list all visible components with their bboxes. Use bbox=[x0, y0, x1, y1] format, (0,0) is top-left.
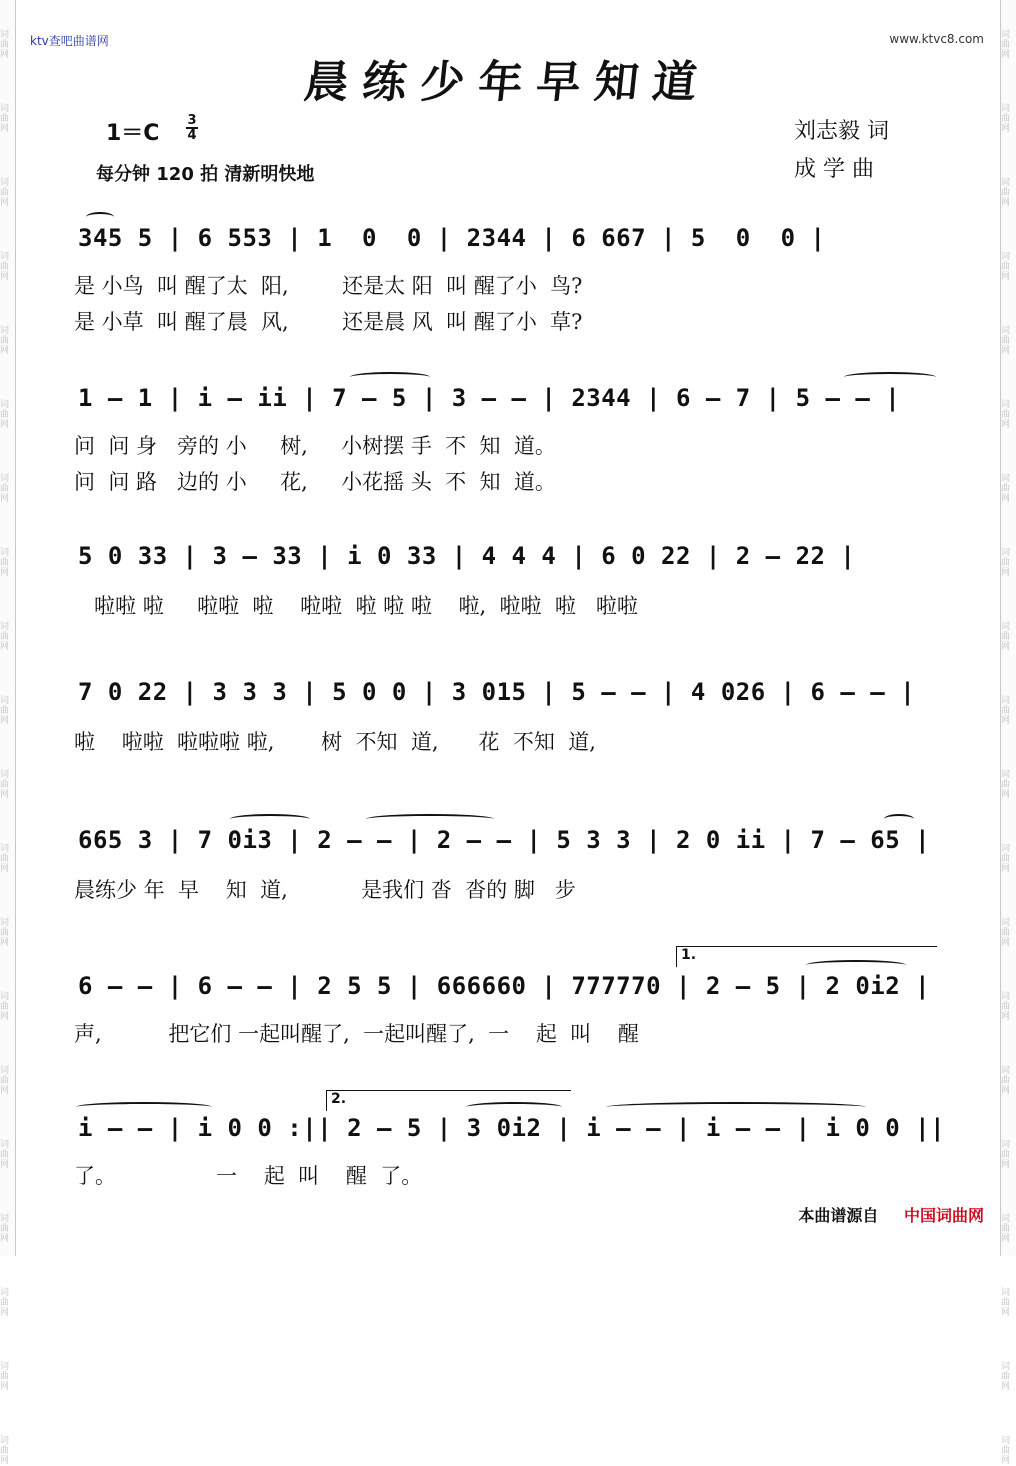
side-watermark: 词曲网 bbox=[0, 30, 10, 60]
lyric-line-2-verse-1: 问 问 身 旁的 小 树, 小树摆 手 不 知 道。 bbox=[74, 434, 556, 458]
slur-mark bbox=[350, 372, 430, 382]
side-watermark: 词曲网 bbox=[1001, 474, 1011, 504]
side-watermark: 词曲网 bbox=[0, 252, 10, 282]
tempo-marking: 每分钟 120 拍 清新明快地 bbox=[96, 164, 315, 185]
notation-line-2: 1 – 1 | i – ii | 7 – 5 | 3 – – | 2344 | 6 – 7 | 5 – – | bbox=[78, 384, 901, 412]
side-watermark: 词曲网 bbox=[1001, 252, 1011, 282]
source-brand-link[interactable]: 中国词曲网 bbox=[903, 1206, 984, 1225]
side-watermark: 词曲网 bbox=[1001, 1288, 1011, 1318]
left-watermark-strip bbox=[0, 0, 16, 1466]
side-watermark: 词曲网 bbox=[0, 1066, 10, 1096]
source-footer bbox=[798, 1203, 984, 1226]
key-signature: 1＝C bbox=[106, 121, 160, 146]
lyric-line-3: 啦啦 啦 啦啦 啦 啦啦 啦 啦 啦 啦, 啦啦 啦 啦啦 bbox=[74, 594, 638, 618]
side-watermark: 词曲网 bbox=[0, 1140, 10, 1170]
time-signature bbox=[186, 114, 198, 142]
side-watermark: 词曲网 bbox=[1001, 30, 1011, 60]
notation-line-3: 5 0 33 | 3 – 33 | i 0 33 | 4 4 4 | 6 0 22 | 2 – 22 | bbox=[78, 542, 856, 570]
lyric-line-4: 啦 啦啦 啦啦啦 啦, 树 不知 道, 花 不知 道, bbox=[74, 730, 596, 754]
lyric-line-1-verse-1: 是 小鸟 叫 醒了太 阳, 还是太 阳 叫 醒了小 鸟? bbox=[74, 274, 583, 298]
time-signature-numerator: 3 bbox=[187, 113, 197, 128]
slur-mark bbox=[76, 1102, 212, 1112]
side-watermark: 词曲网 bbox=[0, 992, 10, 1022]
side-watermark: 词曲网 bbox=[0, 696, 10, 726]
side-watermark: 词曲网 bbox=[1001, 326, 1011, 356]
side-watermark: 词曲网 bbox=[1001, 918, 1011, 948]
side-watermark: 词曲网 bbox=[0, 1362, 10, 1392]
side-watermark: 词曲网 bbox=[1001, 1362, 1011, 1392]
side-watermark: 词曲网 bbox=[0, 770, 10, 800]
side-watermark: 词曲网 bbox=[0, 622, 10, 652]
slur-mark bbox=[606, 1102, 866, 1112]
notation-line-4: 7 0 22 | 3 3 3 | 5 0 0 | 3 015 | 5 – – | 4 026 | 6 – – | bbox=[78, 678, 916, 706]
notation-line-1: 345 5 | 6 553 | 1 0 0 | 2344 | 6 667 | 5 0 0 | bbox=[78, 224, 826, 252]
side-watermark: 词曲网 bbox=[0, 918, 10, 948]
side-watermark: 词曲网 bbox=[0, 474, 10, 504]
lyricist-credit: 刘志毅 词 bbox=[794, 119, 889, 144]
side-watermark: 词曲网 bbox=[0, 178, 10, 208]
side-watermark: 词曲网 bbox=[0, 1436, 10, 1466]
slur-mark bbox=[884, 814, 914, 824]
side-watermark: 词曲网 bbox=[0, 326, 10, 356]
lyric-line-2-verse-2: 问 问 路 边的 小 花, 小花摇 头 不 知 道。 bbox=[74, 470, 556, 494]
slur-mark bbox=[86, 212, 114, 222]
lyric-line-6: 声, 把它们 一起叫醒了, 一起叫醒了, 一 起 叫 醒 bbox=[74, 1022, 639, 1046]
side-watermark: 词曲网 bbox=[0, 400, 10, 430]
slur-mark bbox=[844, 372, 936, 382]
time-signature-denominator: 4 bbox=[187, 128, 197, 143]
side-watermark: 词曲网 bbox=[1001, 400, 1011, 430]
side-watermark: 词曲网 bbox=[1001, 104, 1011, 134]
site-watermark-right: www.ktvc8.com bbox=[889, 32, 984, 46]
slur-mark bbox=[466, 1102, 562, 1112]
side-watermark: 词曲网 bbox=[1001, 770, 1011, 800]
lyric-line-1-verse-2: 是 小草 叫 醒了晨 风, 还是晨 风 叫 醒了小 草? bbox=[74, 310, 583, 334]
source-label: 本曲谱源自 bbox=[798, 1206, 879, 1225]
lyric-line-7: 了。 一 起 叫 醒 了。 bbox=[74, 1164, 423, 1188]
side-watermark: 词曲网 bbox=[1001, 622, 1011, 652]
side-watermark: 词曲网 bbox=[1001, 1066, 1011, 1096]
second-ending-bracket: 2. bbox=[326, 1090, 571, 1111]
slur-mark bbox=[806, 960, 906, 970]
side-watermark: 词曲网 bbox=[1001, 548, 1011, 578]
side-watermark: 词曲网 bbox=[0, 1288, 10, 1318]
right-watermark-strip bbox=[1000, 0, 1016, 1466]
side-watermark: 词曲网 bbox=[1001, 1140, 1011, 1170]
notation-line-7: i – – | i 0 0 :|| 2 – 5 | 3 0i2 | i – – | i – – | i 0 0 || bbox=[78, 1114, 946, 1142]
side-watermark: 词曲网 bbox=[1001, 1214, 1011, 1244]
first-ending-bracket: 1. bbox=[676, 946, 937, 967]
notation-line-6: 6 – – | 6 – – | 2 5 5 | 666660 | 777770 | 2 – 5 | 2 0i2 | bbox=[78, 972, 931, 1000]
site-watermark-left: ktv查吧曲谱网 bbox=[30, 34, 109, 48]
side-watermark: 词曲网 bbox=[0, 548, 10, 578]
side-watermark: 词曲网 bbox=[1001, 696, 1011, 726]
slur-mark bbox=[366, 814, 494, 824]
song-title: 晨练少年早知道 bbox=[301, 57, 714, 108]
side-watermark: 词曲网 bbox=[1001, 992, 1011, 1022]
side-watermark: 词曲网 bbox=[1001, 1436, 1011, 1466]
side-watermark: 词曲网 bbox=[1001, 844, 1011, 874]
side-watermark: 词曲网 bbox=[0, 104, 10, 134]
side-watermark: 词曲网 bbox=[0, 1214, 10, 1244]
side-watermark: 词曲网 bbox=[0, 844, 10, 874]
slur-mark bbox=[230, 814, 310, 824]
notation-line-5: 665 3 | 7 0i3 | 2 – – | 2 – – | 5 3 3 | 2 0 ii | 7 – 65 | bbox=[78, 826, 931, 854]
side-watermark: 词曲网 bbox=[1001, 178, 1011, 208]
composer-credit: 成 学 曲 bbox=[794, 157, 874, 182]
lyric-line-5: 晨练少 年 早 知 道, 是我们 沓 沓的 脚 步 bbox=[74, 878, 576, 902]
